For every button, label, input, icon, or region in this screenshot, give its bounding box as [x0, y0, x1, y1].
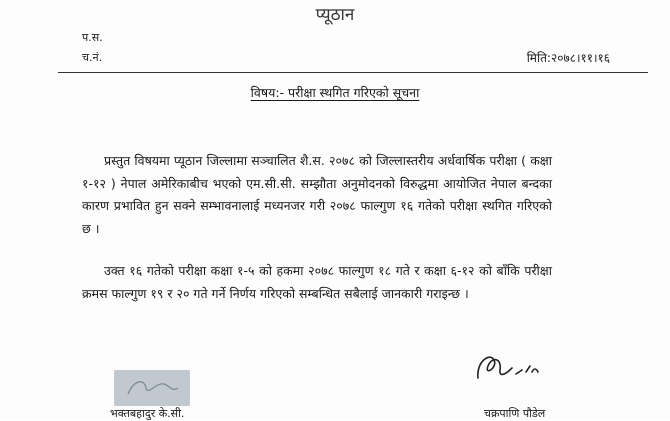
body-paragraph-2: उक्त १६ गतेको परीक्षा कक्षा १-५ को हकमा २०७८ फाल्गुण १८ गते र कक्षा ६-१२ को बाँकि परीक्षा क्रमस फाल्गुण १९ र २० गते गर्ने निर्णय गरिएको सम्बन्धित सबैलाई जानकारी गराइन्छ ।	[82, 263, 552, 301]
signatory-2-name: चक्रपाणि पौडेल	[484, 407, 546, 420]
notice-date: मिति:२०७८।११।१६	[526, 51, 610, 65]
header-divider	[58, 72, 648, 73]
ps-label: प.स.	[82, 31, 103, 44]
cn-label: च.नं.	[82, 51, 103, 64]
signatory-1-name: भक्तबहादुर के.सी.	[110, 407, 185, 420]
body-paragraph-1: प्रस्तुत विषयमा प्यूठान जिल्लामा सञ्चालित शै.स. २०७८ को जिल्लास्तरीय अर्धवार्षिक परीक्षा ( कक्षा १-१२ ) नेपाल अमेरिकाबीच भएको एम.सी.सी. सम्झौता अनुमोदनको विरुद्धमा आयोजित नेपाल बन्दका कारण प्रभावित हुन सक्ने सम्भावनालाई मध्यनजर गरी २०७८ फाल्गुण १६ गतेको परीक्षा स्थगित गरिएको छ ।	[82, 153, 552, 236]
office-name: प्यूठान	[315, 5, 355, 25]
subject-text: विषय:- परीक्षा स्थगित गरिएको सूचना	[250, 85, 420, 100]
signature-right	[472, 348, 562, 388]
notice-subject	[0, 84, 670, 101]
signature-left-redacted	[114, 370, 190, 406]
